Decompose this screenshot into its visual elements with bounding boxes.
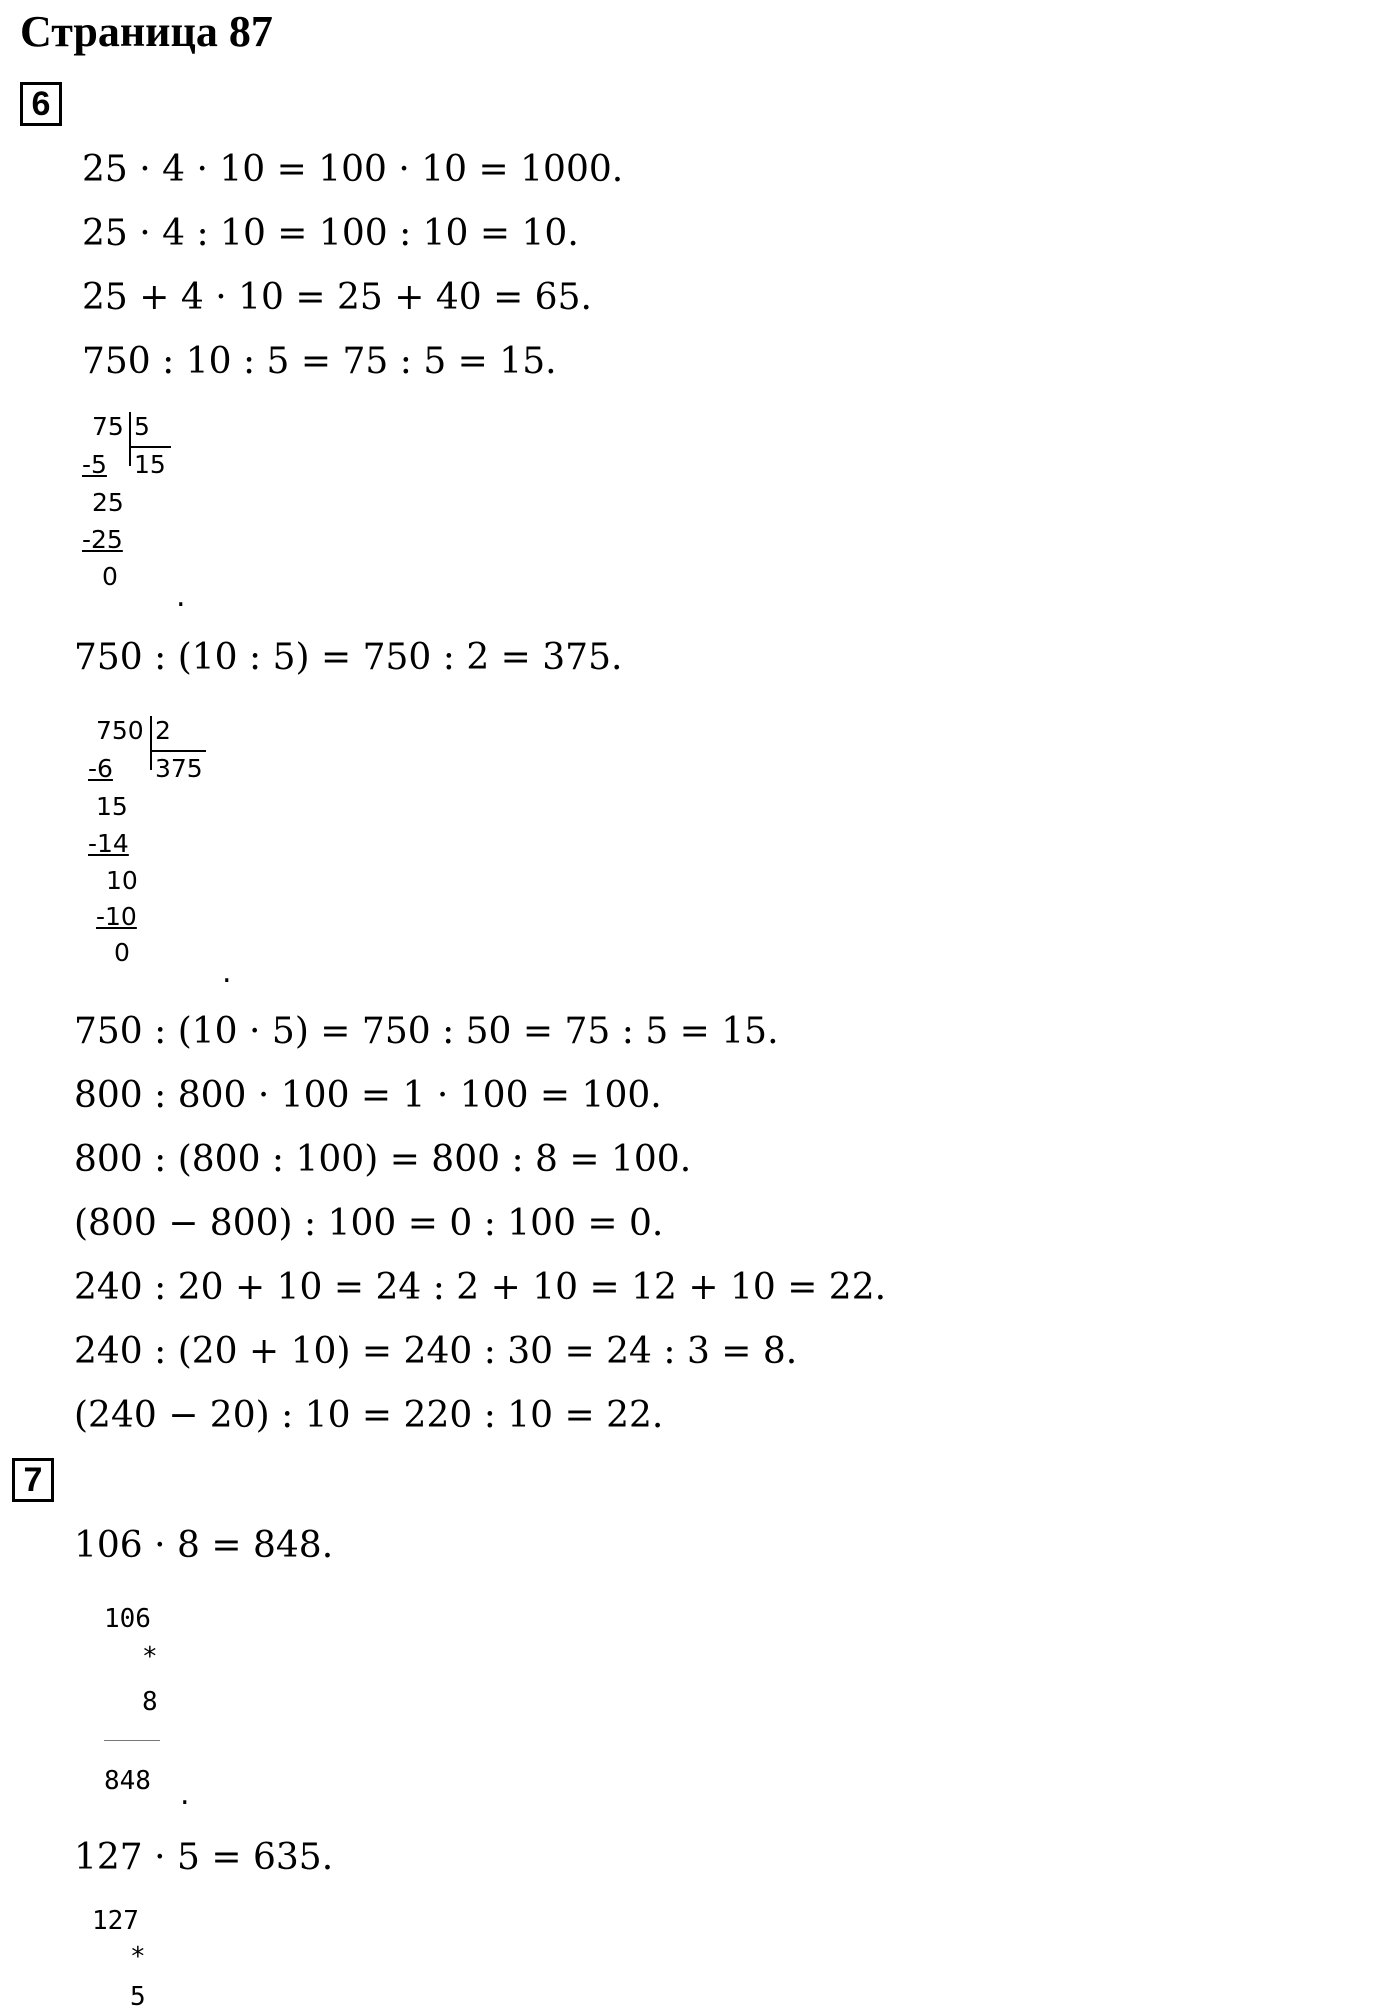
quotient: 375 <box>155 754 203 783</box>
multiplier: 8 <box>142 1687 158 1717</box>
product: 848 <box>104 1766 151 1796</box>
equation-14: 127 · 5 = 635. <box>74 1837 334 1878</box>
equation-5: 750 : (10 : 5) = 750 : 2 = 375. <box>74 637 623 678</box>
period: . <box>176 579 186 614</box>
equation-9: (800 − 800) : 100 = 0 : 100 = 0. <box>74 1203 664 1244</box>
equation-12: (240 − 20) : 10 = 220 : 10 = 22. <box>74 1395 664 1436</box>
equation-4: 750 : 10 : 5 = 75 : 5 = 15. <box>82 341 557 382</box>
multiply-sign: * <box>142 1642 158 1672</box>
equation-6: 750 : (10 · 5) = 750 : 50 = 75 : 5 = 15. <box>74 1011 779 1052</box>
equation-2: 25 · 4 : 10 = 100 : 10 = 10. <box>82 213 579 254</box>
step-subtract: -25 <box>82 525 123 554</box>
multiplicand: 127 <box>92 1906 139 1936</box>
equation-1: 25 · 4 · 10 = 100 · 10 = 1000. <box>82 149 624 190</box>
task-number-6: 6 <box>20 82 62 126</box>
step-subtract: -10 <box>96 902 137 931</box>
step-remainder: 10 <box>106 866 138 895</box>
equation-13: 106 · 8 = 848. <box>74 1525 334 1566</box>
page-title: Страница 87 <box>20 7 273 56</box>
division-vertical-line <box>150 716 152 770</box>
step-remainder: 0 <box>114 938 130 967</box>
result-line <box>104 1740 160 1741</box>
multiplicand: 106 <box>104 1604 151 1634</box>
task-number-7: 7 <box>12 1458 54 1502</box>
dividend: 75 <box>92 412 124 441</box>
dividend: 750 <box>96 716 144 745</box>
quotient: 15 <box>134 450 166 479</box>
division-horizontal-line <box>152 750 206 752</box>
step-remainder: 15 <box>96 792 128 821</box>
step-subtract: -6 <box>88 754 113 783</box>
equation-11: 240 : (20 + 10) = 240 : 30 = 24 : 3 = 8. <box>74 1331 798 1372</box>
division-horizontal-line <box>131 446 171 448</box>
step-remainder: 25 <box>92 488 124 517</box>
step-remainder: 0 <box>102 562 118 591</box>
multiplier: 5 <box>130 1982 146 2012</box>
division-vertical-line <box>129 412 131 466</box>
divisor: 2 <box>155 716 171 745</box>
equation-3: 25 + 4 · 10 = 25 + 40 = 65. <box>82 277 592 318</box>
step-subtract: -14 <box>88 829 129 858</box>
multiply-sign: * <box>130 1942 146 1972</box>
divisor: 5 <box>134 412 150 441</box>
equation-8: 800 : (800 : 100) = 800 : 8 = 100. <box>74 1139 692 1180</box>
period: . <box>222 955 232 990</box>
equation-10: 240 : 20 + 10 = 24 : 2 + 10 = 12 + 10 = 22. <box>74 1267 887 1308</box>
period: . <box>180 1777 190 1812</box>
equation-7: 800 : 800 · 100 = 1 · 100 = 100. <box>74 1075 662 1116</box>
step-subtract: -5 <box>82 450 107 479</box>
